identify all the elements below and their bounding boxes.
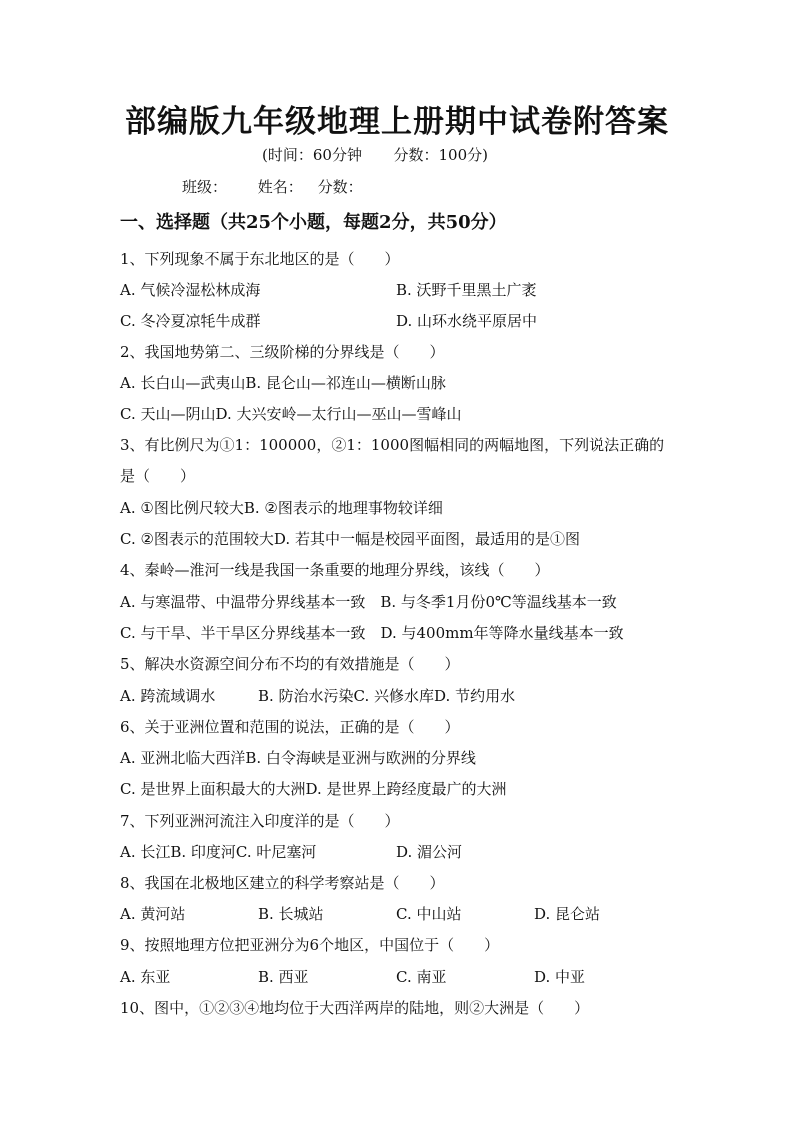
q1-option-b: B. 沃野千里黑土广袤 <box>396 281 537 299</box>
q2-options-ab: A. 长白山—武夷山B. 昆仑山—祁连山—横断山脉 <box>120 374 446 392</box>
name-label: 姓名： <box>257 178 303 196</box>
q5-option-a: A. 跨流域调水 <box>120 687 216 705</box>
question-1: 1、下列现象不属于东北地区的是（ ） <box>120 250 400 268</box>
question-10: 10、图中，①②③④地均位于大西洋两岸的陆地，则②大洲是（ ） <box>120 999 590 1017</box>
q8-option-d: D. 昆仑站 <box>534 905 601 923</box>
q9-option-c: C. 南亚 <box>396 968 447 986</box>
question-2: 2、我国地势第二、三级阶梯的分界线是（ ） <box>120 343 445 361</box>
q9-option-b: B. 西亚 <box>258 968 309 986</box>
section-heading: 一、选择题（共25个小题，每题2分，共50分） <box>120 212 507 233</box>
q9-option-a: A. 东亚 <box>120 968 171 986</box>
q2-options-cd: C. 天山—阴山D. 大兴安岭—太行山—巫山—雪峰山 <box>120 405 462 423</box>
q7-options-abc: A. 长江B. 印度河C. 叶尼塞河 <box>120 843 317 861</box>
question-6: 6、关于亚洲位置和范围的说法，正确的是（ ） <box>120 718 460 736</box>
q1-option-c: C. 冬冷夏凉牦牛成群 <box>120 312 261 330</box>
q1-option-d: D. 山环水绕平原居中 <box>396 312 538 330</box>
q3-options-cd: C. ②图表示的范围较大D. 若其中一幅是校园平面图，最适用的是①图 <box>120 530 580 548</box>
question-7: 7、下列亚洲河流注入印度洋的是（ ） <box>120 812 400 830</box>
q8-option-c: C. 中山站 <box>396 905 462 923</box>
q5-options-bcd: B. 防治水污染C. 兴修水库D. 节约用水 <box>258 687 516 705</box>
question-3-cont: 是（ ） <box>120 467 196 485</box>
score-info: 分数：100分) <box>393 146 488 164</box>
q8-option-a: A. 黄河站 <box>120 905 186 923</box>
q4-options-cd: C. 与干旱、半干旱区分界线基本一致 D. 与400mm年等降水量线基本一致 <box>120 624 624 642</box>
q7-option-d: D. 湄公河 <box>396 843 463 861</box>
q6-options-cd: C. 是世界上面积最大的大洲D. 是世界上跨经度最广的大洲 <box>120 780 507 798</box>
student-info-line <box>182 176 389 197</box>
score-label: 分数： <box>317 178 363 196</box>
q4-options-ab: A. 与寒温带、中温带分界线基本一致 B. 与冬季1月份0℃等温线基本一致 <box>120 593 617 611</box>
q9-option-d: D. 中亚 <box>534 968 586 986</box>
page-title: 部编版九年级地理上册期中试卷附答案 <box>125 104 669 140</box>
exam-time-score <box>262 144 488 165</box>
time-info: (时间：60分钟 <box>262 146 362 164</box>
q1-option-a: A. 气候冷湿松林成海 <box>120 281 261 299</box>
question-3: 3、有比例尺为①1：100000，②1：1000图幅相同的两幅地图，下列说法正确的 <box>120 436 665 454</box>
question-4: 4、秦岭—淮河一线是我国一条重要的地理分界线，该线（ ） <box>120 561 550 579</box>
question-5: 5、解决水资源空间分布不均的有效措施是（ ） <box>120 655 460 673</box>
q6-options-ab: A. 亚洲北临大西洋B. 白令海峡是亚洲与欧洲的分界线 <box>120 749 476 767</box>
q3-options-ab: A. ①图比例尺较大B. ②图表示的地理事物较详细 <box>120 499 443 517</box>
question-9: 9、按照地理方位把亚洲分为6个地区，中国位于（ ） <box>120 936 500 954</box>
question-8: 8、我国在北极地区建立的科学考察站是（ ） <box>120 874 445 892</box>
class-label: 班级： <box>182 178 228 196</box>
q8-option-b: B. 长城站 <box>258 905 324 923</box>
